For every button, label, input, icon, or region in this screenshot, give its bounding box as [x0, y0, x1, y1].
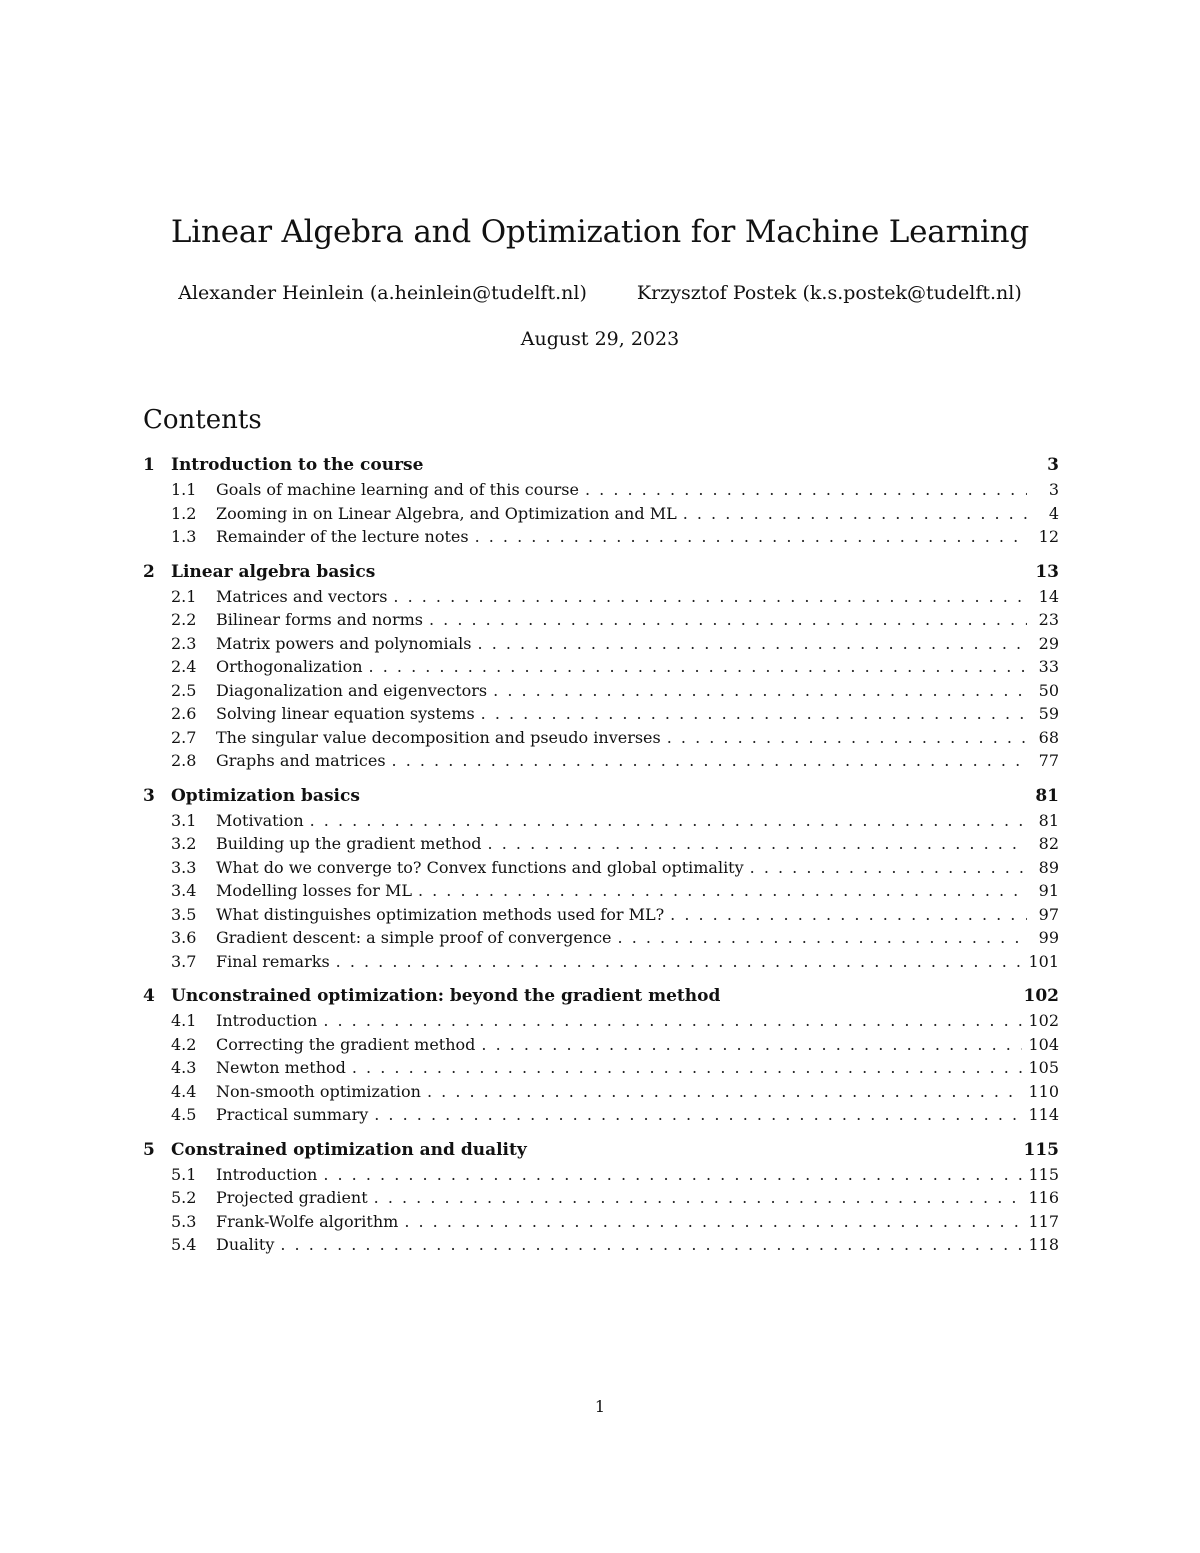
- toc-section-page: 102: [1028, 1011, 1059, 1030]
- toc-section-entry[interactable]: [143, 1080, 1059, 1104]
- toc-chapter-page: 13: [1035, 561, 1059, 582]
- toc-chapter-page: 81: [1035, 785, 1059, 806]
- toc-section-title: Matrix powers and polynomials: [216, 633, 472, 653]
- toc-section-entry[interactable]: [143, 1009, 1059, 1033]
- toc-chapter: [143, 453, 1059, 549]
- toc-section-entry[interactable]: [143, 1163, 1059, 1187]
- toc-section-page: 4: [1048, 503, 1059, 523]
- toc-section-page: 101: [1028, 951, 1059, 971]
- toc-section-number: 2.5: [171, 680, 197, 700]
- toc-section-number: 2.4: [171, 657, 197, 676]
- toc-section-page: 33: [1038, 657, 1059, 676]
- toc-section-number: 3.7: [171, 951, 197, 971]
- toc-chapter-entry[interactable]: [143, 784, 1059, 809]
- table-of-contents: [143, 453, 1059, 1268]
- toc-section-page: 12: [1038, 527, 1059, 546]
- toc-section-title: Duality: [216, 1235, 275, 1254]
- author-list: [0, 280, 1200, 306]
- toc-chapter-title: Introduction to the course: [171, 455, 424, 475]
- author-2: Krzysztof Postek (k.s.postek@tudelft.nl): [636, 282, 1022, 304]
- toc-section-number: 2.6: [171, 704, 197, 723]
- toc-chapter-number: 5: [143, 1139, 155, 1160]
- toc-section-number: 5.4: [171, 1235, 197, 1254]
- toc-section-number: 1.1: [171, 480, 197, 499]
- toc-section-page: 97: [1038, 904, 1059, 924]
- toc-chapter-number: 2: [143, 561, 155, 582]
- toc-section-entry[interactable]: [143, 632, 1059, 656]
- toc-section-number: 3.6: [171, 928, 197, 947]
- toc-section-number: 5.2: [171, 1188, 197, 1207]
- toc-chapter-title: Linear algebra basics: [171, 561, 376, 582]
- toc-section-entry[interactable]: [143, 879, 1059, 903]
- toc-section-title: Orthogonalization: [216, 657, 363, 676]
- dot-leader: [310, 809, 1027, 833]
- toc-section-page: 68: [1038, 727, 1059, 747]
- toc-section-entry[interactable]: [143, 679, 1059, 703]
- toc-section-entry[interactable]: [143, 1056, 1059, 1080]
- toc-chapter-entry[interactable]: [143, 453, 1059, 478]
- toc-section-entry[interactable]: [143, 809, 1059, 833]
- toc-section-title: Bilinear forms and norms: [216, 610, 423, 629]
- toc-section-entry[interactable]: [143, 856, 1059, 880]
- toc-section-entry[interactable]: [143, 655, 1059, 679]
- toc-chapter-page: 102: [1023, 986, 1059, 1006]
- toc-section-number: 3.2: [171, 834, 197, 853]
- dot-leader: [374, 1103, 1022, 1127]
- toc-section-title: The singular value decomposition and pseudo inverses: [216, 727, 661, 747]
- toc-section-title: Goals of machine learning and of this course: [216, 480, 579, 499]
- toc-section-number: 4.3: [171, 1058, 197, 1077]
- dot-leader: [667, 726, 1027, 750]
- toc-section-entry[interactable]: [143, 1186, 1059, 1210]
- contents-heading: Contents: [143, 405, 262, 435]
- toc-section-page: 23: [1038, 610, 1059, 629]
- toc-section-page: 82: [1038, 834, 1059, 853]
- dot-leader: [481, 702, 1027, 726]
- dot-leader: [418, 879, 1027, 903]
- toc-chapter: [143, 784, 1059, 974]
- toc-section-title: Solving linear equation systems: [216, 704, 475, 723]
- toc-chapter-page: 115: [1023, 1139, 1059, 1160]
- toc-section-entry[interactable]: [143, 608, 1059, 632]
- toc-section-page: 91: [1038, 881, 1059, 900]
- toc-section-number: 3.5: [171, 904, 197, 924]
- toc-section-number: 2.7: [171, 727, 197, 747]
- toc-section-title: Motivation: [216, 810, 304, 830]
- dot-leader: [493, 679, 1027, 703]
- dot-leader: [488, 832, 1027, 856]
- toc-section-title: Projected gradient: [216, 1188, 368, 1207]
- toc-section-entry[interactable]: [143, 1033, 1059, 1057]
- toc-chapter-page: 3: [1047, 455, 1059, 475]
- toc-section-number: 2.2: [171, 610, 197, 629]
- toc-section-number: 5.1: [171, 1164, 197, 1184]
- toc-section-entry[interactable]: [143, 478, 1059, 502]
- page-number: 1: [594, 1397, 606, 1416]
- document-title: Linear Algebra and Optimization for Machine Learning: [170, 214, 1030, 250]
- toc-section-number: 3.1: [171, 810, 197, 830]
- toc-section-page: 116: [1028, 1188, 1059, 1207]
- toc-section-page: 29: [1038, 633, 1059, 653]
- toc-section-page: 114: [1028, 1105, 1059, 1124]
- toc-section-number: 2.8: [171, 751, 197, 770]
- toc-section-title: Newton method: [216, 1058, 346, 1077]
- toc-section-number: 3.3: [171, 857, 197, 877]
- toc-section-title: Remainder of the lecture notes: [216, 527, 469, 546]
- toc-section-entry[interactable]: [143, 903, 1059, 927]
- toc-section-number: 1.2: [171, 503, 197, 523]
- toc-section-title: Modelling losses for ML: [216, 881, 412, 900]
- dot-leader: [429, 608, 1027, 632]
- toc-section-number: 2.3: [171, 633, 197, 653]
- toc-section-title: Frank-Wolfe algorithm: [216, 1211, 399, 1231]
- dot-leader: [585, 478, 1027, 502]
- toc-chapter: [143, 1138, 1059, 1257]
- toc-chapter-number: 3: [143, 785, 155, 806]
- toc-chapter: [143, 560, 1059, 773]
- toc-section-entry[interactable]: [143, 525, 1059, 549]
- dot-leader: [404, 1210, 1022, 1234]
- toc-section-title: What distinguishes optimization methods used for ML?: [216, 904, 665, 924]
- dot-leader: [750, 856, 1027, 880]
- toc-section-page: 118: [1028, 1235, 1059, 1254]
- toc-chapter-entry[interactable]: [143, 984, 1059, 1009]
- dot-leader: [393, 585, 1027, 609]
- toc-section-title: Matrices and vectors: [216, 586, 388, 606]
- dot-leader: [369, 655, 1027, 679]
- toc-section-entry[interactable]: [143, 1233, 1059, 1257]
- dot-leader: [336, 950, 1023, 974]
- document-date: August 29, 2023: [520, 328, 680, 350]
- toc-section-entry[interactable]: [143, 1103, 1059, 1127]
- dot-leader: [352, 1056, 1023, 1080]
- toc-section-entry[interactable]: [143, 1210, 1059, 1234]
- dot-leader: [683, 502, 1027, 526]
- author-1: Alexander Heinlein (a.heinlein@tudelft.nl): [178, 282, 587, 304]
- toc-section-title: Introduction: [216, 1011, 318, 1030]
- dot-leader: [280, 1233, 1022, 1257]
- toc-section-title: Correcting the gradient method: [216, 1034, 476, 1054]
- toc-section-number: 2.1: [171, 586, 197, 606]
- toc-section-title: Non-smooth optimization: [216, 1081, 421, 1101]
- toc-section-entry[interactable]: [143, 702, 1059, 726]
- toc-chapter-title: Constrained optimization and duality: [171, 1139, 527, 1160]
- toc-section-entry[interactable]: [143, 585, 1059, 609]
- toc-section-page: 117: [1028, 1211, 1059, 1231]
- toc-section-page: 50: [1038, 680, 1059, 700]
- toc-chapter-number: 1: [143, 455, 155, 475]
- dot-leader: [323, 1009, 1022, 1033]
- dot-leader: [478, 632, 1027, 656]
- toc-section-title: Final remarks: [216, 951, 330, 971]
- toc-section-page: 99: [1038, 928, 1059, 947]
- toc-chapter-entry[interactable]: [143, 560, 1059, 585]
- toc-section-page: 115: [1028, 1164, 1059, 1184]
- toc-chapter-number: 4: [143, 986, 155, 1006]
- toc-section-entry[interactable]: [143, 950, 1059, 974]
- dot-leader: [475, 525, 1027, 549]
- toc-chapter-title: Unconstrained optimization: beyond the gradient method: [171, 986, 721, 1006]
- toc-section-entry[interactable]: [143, 926, 1059, 950]
- toc-chapter-entry[interactable]: [143, 1138, 1059, 1163]
- toc-section-page: 77: [1038, 751, 1059, 770]
- toc-section-title: Practical summary: [216, 1105, 369, 1124]
- toc-section-entry[interactable]: [143, 502, 1059, 526]
- toc-section-number: 4.5: [171, 1105, 197, 1124]
- toc-chapter-title: Optimization basics: [171, 785, 360, 806]
- toc-section-page: 81: [1038, 810, 1059, 830]
- toc-section-page: 14: [1038, 586, 1059, 606]
- toc-section-number: 3.4: [171, 881, 197, 900]
- dot-leader: [392, 749, 1027, 773]
- toc-section-page: 104: [1028, 1034, 1059, 1054]
- dot-leader: [427, 1080, 1022, 1104]
- toc-section-number: 1.3: [171, 527, 197, 546]
- toc-section-entry[interactable]: [143, 832, 1059, 856]
- toc-section-page: 3: [1048, 480, 1059, 499]
- toc-section-page: 110: [1028, 1081, 1059, 1101]
- toc-section-entry[interactable]: [143, 726, 1059, 750]
- toc-section-page: 59: [1038, 704, 1059, 723]
- toc-section-page: 89: [1038, 857, 1059, 877]
- dot-leader: [323, 1163, 1022, 1187]
- toc-section-title: Building up the gradient method: [216, 834, 482, 853]
- toc-section-title: Gradient descent: a simple proof of convergence: [216, 928, 612, 947]
- toc-section-title: Graphs and matrices: [216, 751, 386, 770]
- dot-leader: [374, 1186, 1023, 1210]
- toc-section-title: Introduction: [216, 1164, 318, 1184]
- toc-section-number: 5.3: [171, 1211, 197, 1231]
- dot-leader: [618, 926, 1027, 950]
- toc-section-title: Diagonalization and eigenvectors: [216, 680, 488, 700]
- toc-section-number: 4.2: [171, 1034, 197, 1054]
- toc-chapter: [143, 984, 1059, 1127]
- toc-section-title: What do we converge to? Convex functions and global optimality: [216, 857, 744, 877]
- toc-section-number: 4.4: [171, 1081, 197, 1101]
- toc-section-entry[interactable]: [143, 749, 1059, 773]
- toc-section-number: 4.1: [171, 1011, 197, 1030]
- toc-section-page: 105: [1028, 1058, 1059, 1077]
- dot-leader: [481, 1033, 1022, 1057]
- toc-section-title: Zooming in on Linear Algebra, and Optimization and ML: [216, 503, 677, 523]
- dot-leader: [670, 903, 1027, 927]
